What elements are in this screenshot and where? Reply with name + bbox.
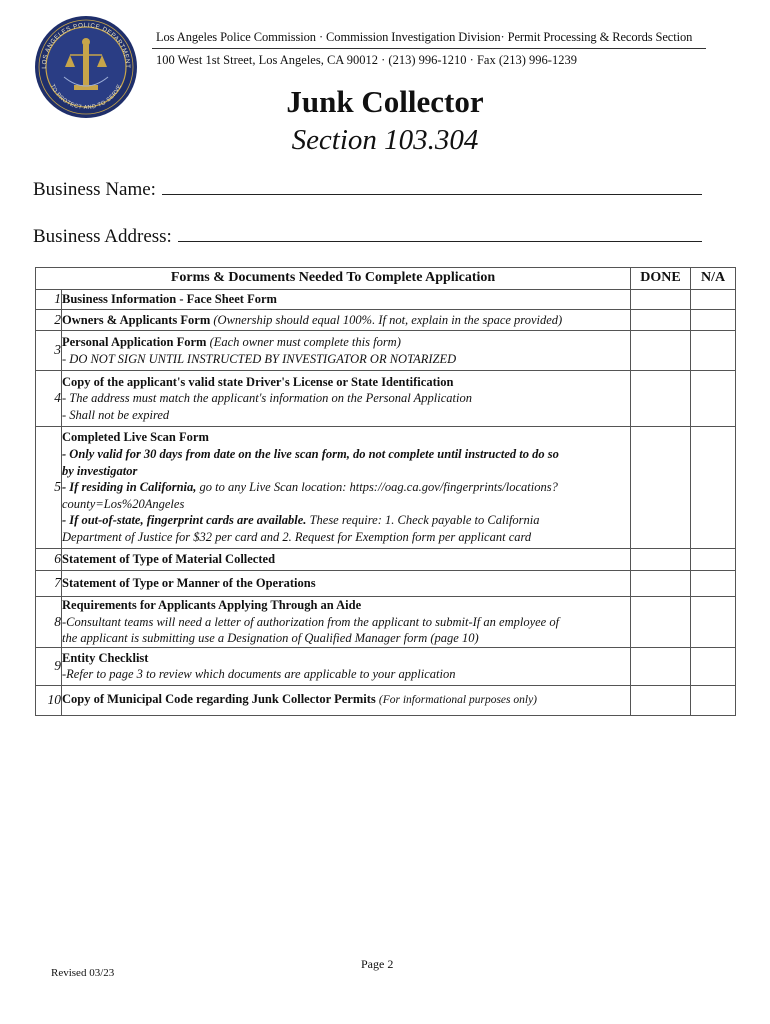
description-text: county=Los%20Angeles (62, 496, 185, 511)
na-checkbox-cell[interactable] (691, 549, 736, 571)
row-number: 9 (36, 647, 62, 685)
row-number: 7 (36, 571, 62, 597)
done-checkbox-cell[interactable] (631, 549, 691, 571)
business-name-field[interactable] (33, 179, 702, 201)
description-line (62, 597, 630, 614)
description-text: - Only valid for 30 days from date on the live scan form, do not complete until instructed to do so (62, 447, 559, 462)
description-line (62, 650, 630, 667)
page-number: Page 2 (361, 957, 394, 971)
description-text: Business Information - Face Sheet Form (62, 292, 277, 307)
na-checkbox-cell[interactable] (691, 331, 736, 371)
row-number: 10 (36, 685, 62, 715)
row-description (62, 571, 631, 597)
description-text: - The address must match the applicant's information on the Personal Application (62, 391, 472, 406)
description-text: Completed Live Scan Form (62, 430, 209, 445)
revision-date: Revised 03/23 (51, 967, 115, 979)
description-text: the applicant is submitting use a Designation of Qualified Manager form (page 10) (62, 631, 479, 646)
table-row (36, 331, 736, 371)
table-row (36, 549, 736, 571)
row-number: 6 (36, 549, 62, 571)
done-checkbox-cell[interactable] (631, 571, 691, 597)
description-text: Copy of the applicant's valid state Driver's License or State Identification (62, 374, 454, 389)
description-text: Requirements for Applicants Applying Through an Aide (62, 598, 362, 612)
description-text: Personal Application Form (62, 334, 210, 349)
description-text: by investigator (62, 463, 138, 478)
description-line (62, 666, 630, 683)
na-checkbox-cell[interactable] (691, 310, 736, 331)
na-checkbox-cell[interactable] (691, 685, 736, 715)
description-line (62, 407, 630, 424)
description-line (62, 429, 630, 446)
table-row (36, 685, 736, 715)
description-line (62, 390, 630, 407)
table-row (36, 571, 736, 597)
business-address-field[interactable] (33, 226, 702, 248)
table-row (36, 290, 736, 310)
description-text: Statement of Type of Material Collected (62, 552, 276, 567)
description-text: -Refer to page 3 to review which documents are applicable to your application (62, 667, 456, 682)
business-name-label: Business Name: (33, 179, 156, 200)
row-description (62, 371, 631, 427)
description-line (62, 446, 630, 463)
business-name-line[interactable] (162, 180, 702, 195)
table-row (36, 647, 736, 685)
row-description (62, 685, 631, 715)
description-line (62, 334, 630, 351)
row-description (62, 647, 631, 685)
na-checkbox-cell[interactable] (691, 427, 736, 549)
na-checkbox-cell[interactable] (691, 597, 736, 648)
description-text: -Consultant teams will need a letter of authorization from the applicant to submit-If an employee of (62, 614, 560, 629)
table-row (36, 371, 736, 427)
header-divider (152, 48, 706, 49)
row-description (62, 549, 631, 571)
done-checkbox-cell[interactable] (631, 290, 691, 310)
description-text: - If out-of-state, fingerprint cards are available. (62, 513, 310, 528)
description-line (62, 291, 630, 308)
header-address-line-1: Los Angeles Police Commission · Commission Investigation Division· Permit Processing & Records Section (156, 30, 693, 44)
description-line (62, 691, 630, 709)
description-line (62, 614, 630, 631)
page-subtitle: Section 103.304 (291, 124, 479, 156)
row-description (62, 427, 631, 549)
description-line (62, 575, 630, 592)
description-text: Owners & Applicants Form (62, 312, 214, 327)
description-line (62, 630, 630, 647)
row-description (62, 597, 631, 648)
row-number: 1 (36, 290, 62, 310)
business-address-label: Business Address: (33, 226, 172, 247)
table-header: Forms & Documents Needed To Complete Application (36, 268, 631, 290)
na-column-header: N/A (691, 268, 736, 290)
row-number: 8 (36, 597, 62, 648)
description-line (62, 551, 630, 568)
table-row (36, 310, 736, 331)
row-number: 2 (36, 310, 62, 331)
done-checkbox-cell[interactable] (631, 685, 691, 715)
description-text: (For informational purposes only) (378, 694, 538, 707)
svg-text:TO PROTECT AND TO SERVE: TO PROTECT AND TO SERVE (48, 83, 124, 112)
description-line (62, 312, 630, 329)
header-address-line-2: 100 West 1st Street, Los Angeles, CA 90012 · (213) 996-1210 · Fax (213) 996-1239 (156, 53, 577, 67)
done-checkbox-cell[interactable] (631, 427, 691, 549)
business-address-line[interactable] (178, 227, 702, 242)
description-text: Copy of Municipal Code regarding Junk Collector Permits (62, 692, 379, 707)
done-checkbox-cell[interactable] (631, 597, 691, 648)
na-checkbox-cell[interactable] (691, 647, 736, 685)
table-row (36, 427, 736, 549)
description-text: Statement of Type or Manner of the Operations (62, 576, 316, 591)
description-text: - DO NOT SIGN UNTIL INSTRUCTED BY INVESTIGATOR OR NOTARIZED (62, 351, 457, 366)
description-line (62, 529, 630, 546)
na-checkbox-cell[interactable] (691, 290, 736, 310)
description-line (62, 351, 630, 368)
done-checkbox-cell[interactable] (631, 310, 691, 331)
page-title: Junk Collector (286, 84, 484, 119)
description-text: (Ownership should equal 100%. If not, explain in the space provided) (213, 312, 563, 327)
description-text: (Each owner must complete this form) (209, 334, 401, 349)
row-number: 4 (36, 371, 62, 427)
done-column-header: DONE (631, 268, 691, 290)
description-line (62, 479, 630, 496)
description-text: Department of Justice for $32 per card and 2. Request for Exemption form per applicant card (62, 529, 532, 544)
row-description (62, 290, 631, 310)
description-line (62, 374, 630, 391)
done-checkbox-cell[interactable] (631, 371, 691, 427)
row-description (62, 310, 631, 331)
done-checkbox-cell[interactable] (631, 331, 691, 371)
description-line (62, 512, 630, 529)
description-line (62, 463, 630, 480)
na-checkbox-cell[interactable] (691, 571, 736, 597)
na-checkbox-cell[interactable] (691, 371, 736, 427)
description-text: These require: 1. Check payable to California (309, 513, 540, 528)
description-text: go to any Live Scan location: https://oag.ca.gov/fingerprints/locations? (199, 480, 558, 495)
row-description (62, 331, 631, 371)
documents-checklist-table (35, 267, 736, 716)
done-checkbox-cell[interactable] (631, 647, 691, 685)
description-text: - If residing in California, (62, 480, 200, 495)
description-text: - Shall not be expired (62, 407, 170, 422)
svg-text:LOS ANGELES POLICE DEPARTMENT: LOS ANGELES POLICE DEPARTMENT (40, 21, 132, 69)
row-number: 3 (36, 331, 62, 371)
description-line (62, 496, 630, 513)
table-row (36, 597, 736, 648)
description-text: Entity Checklist (62, 650, 149, 665)
row-number: 5 (36, 427, 62, 549)
